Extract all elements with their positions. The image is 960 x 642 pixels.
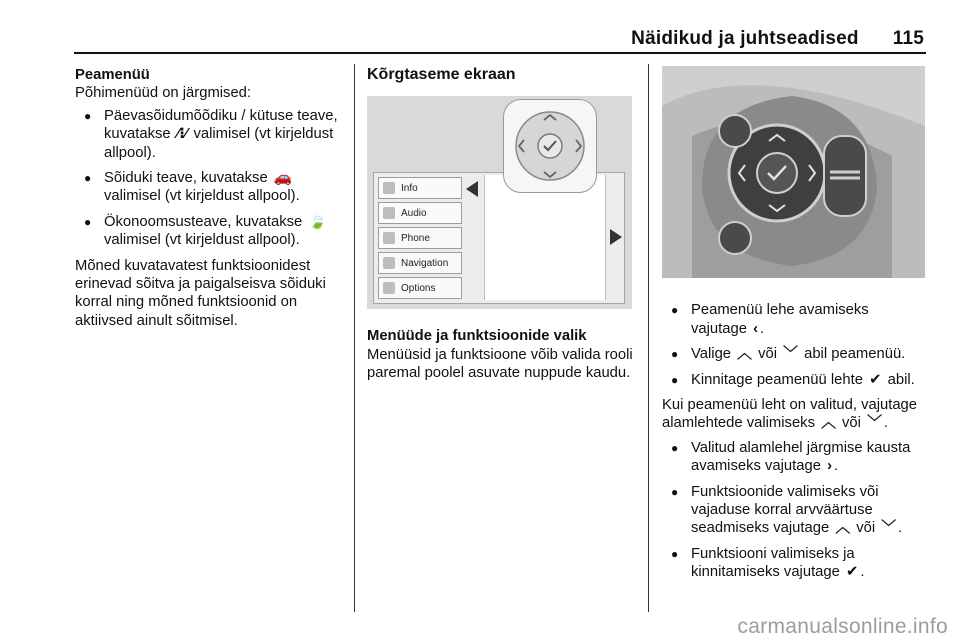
list-item: ● Peamenüü lehe avamiseks vajutage ‹ .	[662, 301, 927, 338]
dpad-inset	[503, 99, 597, 193]
audio-icon	[383, 207, 395, 219]
chevron-right-icon: ›	[827, 458, 833, 475]
column-2	[367, 66, 635, 383]
phone-icon	[383, 232, 395, 244]
column-3	[662, 66, 927, 589]
display-heading: Kõrgtaseme ekraan	[367, 66, 516, 83]
vehicle-icon: 🚗	[273, 170, 293, 187]
header-rule	[74, 52, 926, 54]
column-divider-2	[648, 64, 649, 612]
column-divider-1	[354, 64, 355, 612]
main-menu-heading: Peamenüü	[75, 67, 150, 83]
arrow-left-icon	[466, 181, 478, 197]
chevron-down-icon: ﹀	[783, 346, 798, 363]
screen-menu-item: Options	[378, 277, 462, 299]
chevron-down-icon: ﹀	[867, 415, 882, 432]
options-icon	[383, 282, 395, 294]
page-header	[631, 28, 924, 50]
chevron-up-icon: ︿	[821, 415, 836, 432]
trip-fuel-icon: ⁄⁝⁄	[176, 126, 188, 143]
list-item: ● Kinnitage peamenüü lehte ✔ abil.	[662, 371, 927, 389]
list-item: ● Funktsiooni valimiseks ja kinnitamiseks vajutage ✔ .	[662, 545, 927, 582]
list-item: ● Funktsioonide valimiseks või vajaduse korral arvväärtuse seadmiseks vajutage ︿ või ﹀ .	[662, 483, 927, 538]
list-item: ● Valitud alamlehel järgmise kausta avamiseks vajutage › .	[662, 439, 927, 476]
main-menu-intro: Põhimenüüd on järgmised:	[75, 85, 252, 102]
chevron-up-icon: ︿	[737, 346, 752, 363]
eco-leaf-icon: 🍃	[308, 213, 327, 230]
column-1	[75, 66, 347, 330]
checkmark-icon: ✔	[869, 371, 882, 388]
page-title: Näidikud ja juhtseadised	[631, 28, 859, 49]
submenu-paragraph: Kui peamenüü leht on valitud, vajutage alamlehtede valimiseks ︿ või ﹀ .	[662, 397, 918, 432]
arrow-right-icon	[610, 229, 622, 245]
screen-menu-item: Navigation	[378, 252, 462, 274]
list-item: ● Päevasõidumõõdiku / kütuse teave, kuvatakse ⁄⁝⁄ valimisel (vt kirjeldust allpool).	[75, 107, 347, 162]
menu-selection-text: Menüüsid ja funktsioone võib valida rooli paremal poolel asuvate nuppude kaudu.	[367, 346, 633, 382]
page-number: 115	[892, 28, 924, 49]
steering-wheel-controls-illustration	[662, 66, 925, 278]
chevron-down-icon: ﹀	[881, 520, 897, 537]
info-icon	[383, 182, 395, 194]
display-illustration	[367, 96, 632, 309]
menu-note: Mõned kuvatavatest funktsioonidest erinevad sõitva ja paigalseisva sõiduki korral ning mõned funktsioonid on aktiivsed ainult sõitmisel.	[75, 257, 326, 329]
screen-menu-item: Phone	[378, 227, 462, 249]
navigation-icon	[383, 257, 395, 269]
checkmark-icon: ✔	[846, 564, 859, 581]
submenu-list	[662, 439, 927, 582]
screen-content-pane	[484, 175, 606, 300]
main-menu-list	[75, 107, 347, 250]
list-item: ● Sõiduki teave, kuvatakse 🚗 valimisel (vt kirjeldust allpool).	[75, 169, 347, 206]
watermark[interactable]: carmanualsonline.info	[737, 615, 948, 638]
chevron-up-icon: ︿	[835, 520, 851, 537]
steering-controls-list	[662, 301, 927, 389]
screen-menu-item: Audio	[378, 202, 462, 224]
screen-menu-item: Info	[378, 177, 462, 199]
menu-selection-heading: Menüüde ja funktsioonide valik	[367, 328, 587, 345]
list-item: ● Ökonoomsusteave, kuvatakse 🍃 valimisel (vt kirjeldust allpool).	[75, 213, 347, 250]
dpad-icon	[504, 100, 596, 192]
chevron-left-icon: ‹	[753, 320, 759, 337]
list-item: ● Valige ︿ või ﹀ abil peamenüü.	[662, 345, 927, 363]
